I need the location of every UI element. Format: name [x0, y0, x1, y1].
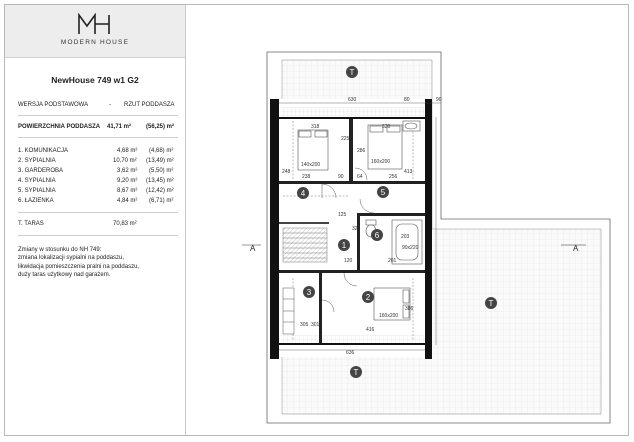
- room-area-alt: (5,50) m²: [149, 168, 174, 174]
- dim-label: 386: [405, 306, 414, 312]
- dim-label: 80: [404, 97, 410, 103]
- dim-label: 203: [401, 234, 410, 240]
- room-area: 9,20 m²: [117, 178, 138, 184]
- partition: [360, 213, 425, 216]
- room-area: 8,67 m²: [117, 188, 138, 194]
- svg-text:2: 2: [365, 293, 371, 302]
- dim-label: 256: [389, 174, 398, 180]
- dim-label: 320: [382, 124, 391, 130]
- brand-name: MODERN HOUSE: [60, 39, 130, 46]
- room-marker: [371, 229, 383, 241]
- room-name: 1. KOMUNIKACJA: [18, 148, 69, 154]
- room-name: 2. SYPIALNIA: [18, 158, 56, 164]
- terrace-name: T. TARAS: [18, 221, 44, 227]
- note-line: zmiana lokalizacji sypialni na poddaszu,: [18, 255, 125, 262]
- dim-label: 325: [352, 226, 361, 232]
- svg-text:T: T: [488, 299, 494, 308]
- dim-label: 636: [346, 350, 355, 356]
- balcony-strip: [281, 107, 424, 117]
- dim-label: 160x200: [379, 313, 399, 319]
- partition: [357, 213, 360, 273]
- svg-text:3: 3: [306, 288, 312, 297]
- terrace-marker: [350, 366, 362, 378]
- room-name: 3. GARDEROBA: [18, 168, 64, 174]
- svg-text:T: T: [349, 68, 355, 77]
- dim-label: 248: [282, 169, 291, 175]
- svg-text:5: 5: [380, 188, 386, 197]
- partition: [349, 119, 353, 181]
- dim-label: 225: [341, 136, 350, 142]
- room-area-alt: (12,42) m²: [146, 188, 174, 194]
- room-area: 10,70 m²: [113, 158, 137, 164]
- dim-label: 160x200: [371, 159, 391, 165]
- version-view: RZUT PODDASZA: [124, 102, 175, 108]
- dim-label: 286: [357, 148, 366, 154]
- dim-label: 301: [311, 322, 320, 328]
- room-area-alt: (13,49) m²: [146, 158, 174, 164]
- room-name: 4. SYPIALNIA: [18, 178, 56, 184]
- wardrobe: [283, 288, 294, 334]
- room-area: 3,62 m²: [117, 168, 138, 174]
- room-marker: [362, 291, 374, 303]
- room-area-alt: (6,71) m²: [149, 198, 174, 204]
- dim-label: 125: [338, 212, 347, 218]
- partition: [319, 273, 322, 343]
- wall-north: [277, 117, 427, 119]
- svg-text:4: 4: [300, 189, 306, 198]
- dim-label: 90: [338, 174, 344, 180]
- section-mark-left: [242, 244, 261, 253]
- bathtub: [392, 220, 422, 264]
- room-name: 5. SYPIALNIA: [18, 188, 56, 194]
- room-area-alt: (13,45) m²: [146, 178, 174, 184]
- room-area: 4,68 m²: [117, 148, 138, 154]
- dim-label: 120: [344, 258, 353, 264]
- room-marker: [303, 286, 315, 298]
- note-line: duży taras użytkowy nad garażem.: [18, 271, 111, 278]
- wall-south: [277, 343, 427, 345]
- partition: [279, 181, 425, 184]
- dim-label: 318: [311, 124, 320, 130]
- partition: [279, 222, 329, 224]
- dim-label: 140x200: [301, 162, 321, 168]
- dim-label: 416: [366, 327, 375, 333]
- svg-text:6: 6: [374, 231, 380, 240]
- dim-label: 305: [300, 322, 309, 328]
- room-marker: [377, 186, 389, 198]
- room-area: 4,84 m²: [117, 198, 138, 204]
- washbasin: [403, 121, 420, 131]
- terrace-marker: [485, 297, 497, 309]
- wall-east: [425, 99, 432, 359]
- terrace-area: 70,83 m²: [113, 221, 137, 227]
- area-label: POWIERZCHNIA PODDASZA: [18, 124, 101, 130]
- version-separator: -: [109, 102, 111, 108]
- svg-text:A: A: [573, 244, 579, 253]
- area-value: 41,71 m²: [107, 124, 132, 130]
- note-line: Zmiany w stosunku do NH 749:: [18, 247, 102, 253]
- dim-label: 90: [436, 97, 442, 103]
- room-area-alt: (4,68) m²: [149, 148, 174, 154]
- dim-label: 238: [302, 174, 311, 180]
- terrace-marker: [346, 66, 358, 78]
- area-alt: (56,25) m²: [146, 124, 175, 130]
- dim-label: 413: [404, 169, 413, 175]
- project-title: NewHouse 749 w1 G2: [51, 75, 139, 85]
- note-line: likwidacja pomieszczenia pralni na poddaszu,: [18, 263, 140, 270]
- dim-label: 201: [388, 258, 397, 264]
- partition: [279, 270, 425, 273]
- dim-label: 64: [357, 174, 363, 180]
- room-marker: [297, 187, 309, 199]
- svg-text:A: A: [250, 244, 256, 253]
- dim-label: 90x220: [402, 245, 419, 251]
- dim-label: 630: [348, 97, 357, 103]
- svg-text:1: 1: [341, 241, 347, 250]
- room-marker: [338, 239, 350, 251]
- wall-west: [270, 99, 279, 359]
- version-label: WERSJA PODSTAWOWA: [18, 102, 89, 108]
- svg-text:T: T: [353, 368, 359, 377]
- room-name: 6. ŁAZIENKA: [18, 198, 54, 204]
